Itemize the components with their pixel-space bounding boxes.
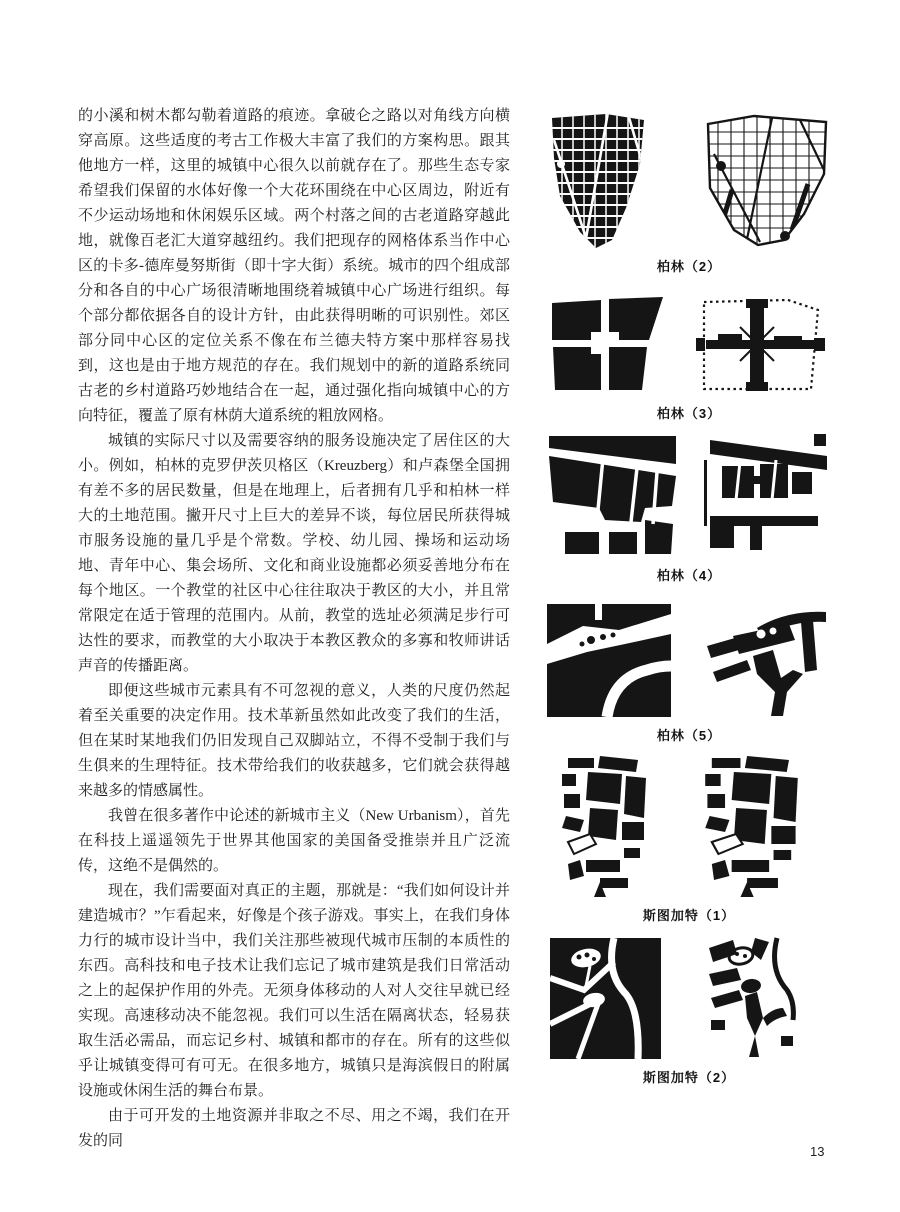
figure-caption-stuttgart-1: 斯图加特（1）	[642, 908, 736, 923]
figure-maps	[545, 294, 833, 397]
figure-maps	[545, 112, 833, 250]
berlin-5-figure-ground-map	[545, 602, 673, 719]
figure-stuttgart-1	[545, 756, 833, 924]
berlin-4-blocks-map	[545, 432, 680, 559]
figure-berlin-3	[545, 294, 833, 422]
paragraph: 由于可开发的土地资源并非取之不尽、用之不竭，我们在开发的同	[78, 1108, 510, 1149]
berlin-3-cross-diagram-map	[690, 294, 831, 397]
berlin-4-network-map	[696, 432, 831, 559]
stuttgart-1-right-map	[703, 756, 800, 899]
figure-stuttgart-2	[545, 936, 833, 1086]
stuttgart-2-figure-ground-map	[548, 936, 663, 1061]
article-text	[78, 104, 510, 1154]
page-number: 13	[810, 1144, 825, 1159]
stuttgart-1-left-map	[560, 756, 648, 899]
figure-maps	[545, 432, 833, 559]
paragraph: 城镇的实际尺寸以及需要容纳的服务设施决定了居住区的大小。例如，柏林的克罗伊茨贝格区（Kreuzberg）和卢森堡全国拥有差不多的居民数量，但是在地理上，后者拥有几乎和柏林一样大的土地范围。撇开尺寸上巨大的差异不谈，每位居民所获得城市服务设施的量几乎是个常数。学校、幼儿园、操场和运动场地、青年中心、集会场所、文化和商业设施都必须妥善地分布在每个地区。一个教堂的社区中心往往取决于教区的大小，并且常常限定在适于管理的范围内。从前，教堂的选址必须满足步行可达性的要求，而教堂的大小取决于本教区教众的多寡和牧师讲话声音的传播距离。	[78, 433, 510, 674]
figure-caption-berlin-3: 柏林（3）	[656, 406, 722, 421]
berlin-5-inverse-map	[701, 602, 828, 719]
figure-caption-berlin-4: 柏林（4）	[656, 568, 722, 583]
figure-berlin-5	[545, 602, 833, 744]
berlin-3-quadrants-map	[545, 294, 672, 397]
berlin-2-figure-ground-map	[548, 112, 648, 250]
figure-berlin-4	[545, 432, 833, 584]
figure-maps	[545, 936, 833, 1061]
figure-maps	[545, 602, 833, 719]
paragraph: 的小溪和树木都勾勒着道路的痕迹。拿破仑之路以对角线方向横穿高原。这些适度的考古工作极大丰富了我们的方案构思。跟其他地方一样，这里的城镇中心很久以前就存在了。那些生态专家希望我们保留的水体好像一个大花环围绕在中心区周边，附近有不少运动场地和休闲娱乐区域。两个村落之间的古老道路穿越此地，就像百老汇大道穿越纽约。我们把现存的网格体系当作中心区的卡多-德库曼努斯街（即十字大街）系统。城市的四个组成部分和各自的中心广场很清晰地围绕着城镇中心广场进行组织。每个部分都依据各自的设计方针，由此获得明晰的可识别性。郊区部分同中心区的定位关系不像在布兰德夫特方案中那样容易找到，这也是由于地方规范的存在。我们规划中的新的道路系统同古老的乡村道路巧妙地结合在一起，通过强化指向城镇中心的方向特征，覆盖了原有林荫大道系统的粗放网格。	[78, 108, 510, 424]
figure-maps	[545, 756, 833, 899]
figure-caption-berlin-5: 柏林（5）	[656, 728, 722, 743]
figure-berlin-2	[545, 112, 833, 275]
stuttgart-2-inverse-map	[703, 936, 813, 1061]
paragraph: 即便这些城市元素具有不可忽视的意义，人类的尺度仍然起着至关重要的决定作用。技术革新虽然如此改变了我们的生活，但在某时某地我们仍旧发现自己双脚站立，不得不受制于我们与生俱来的生理特征。技术带给我们的收获越多，它们就会获得越来越多的情感属性。	[78, 683, 510, 799]
figure-caption-stuttgart-2: 斯图加特（2）	[642, 1070, 736, 1085]
berlin-2-street-network-map	[700, 112, 833, 250]
paragraph: 我曾在很多著作中论述的新城市主义（New Urbanism），首先在科技上遥遥领先于世界其他国家的美国备受推崇并且广泛流传，这绝不是偶然的。	[78, 808, 510, 874]
paragraph: 现在，我们需要面对真正的主题，那就是：“我们如何设计并建造城市？”乍看起来，好像是个孩子游戏。事实上，在我们身体力行的城市设计当中，我们关注那些被现代城市压制的本质性的东西。高科技和电子技术让我们忘记了城市建筑是我们日常活动之上的起保护作用的外壳。无须身体移动的人对人交往早就已经实现。高速移动决不能忽视。我们可以生活在隔离状态，轻易获取生活必需品，而忘记乡村、城镇和都市的存在。所有的这些似乎让城镇变得可有可无。在很多地方，城镇只是海滨假日的附属设施或休闲生活的舞台布景。	[78, 883, 510, 1099]
figure-caption-berlin-2: 柏林（2）	[656, 259, 722, 274]
